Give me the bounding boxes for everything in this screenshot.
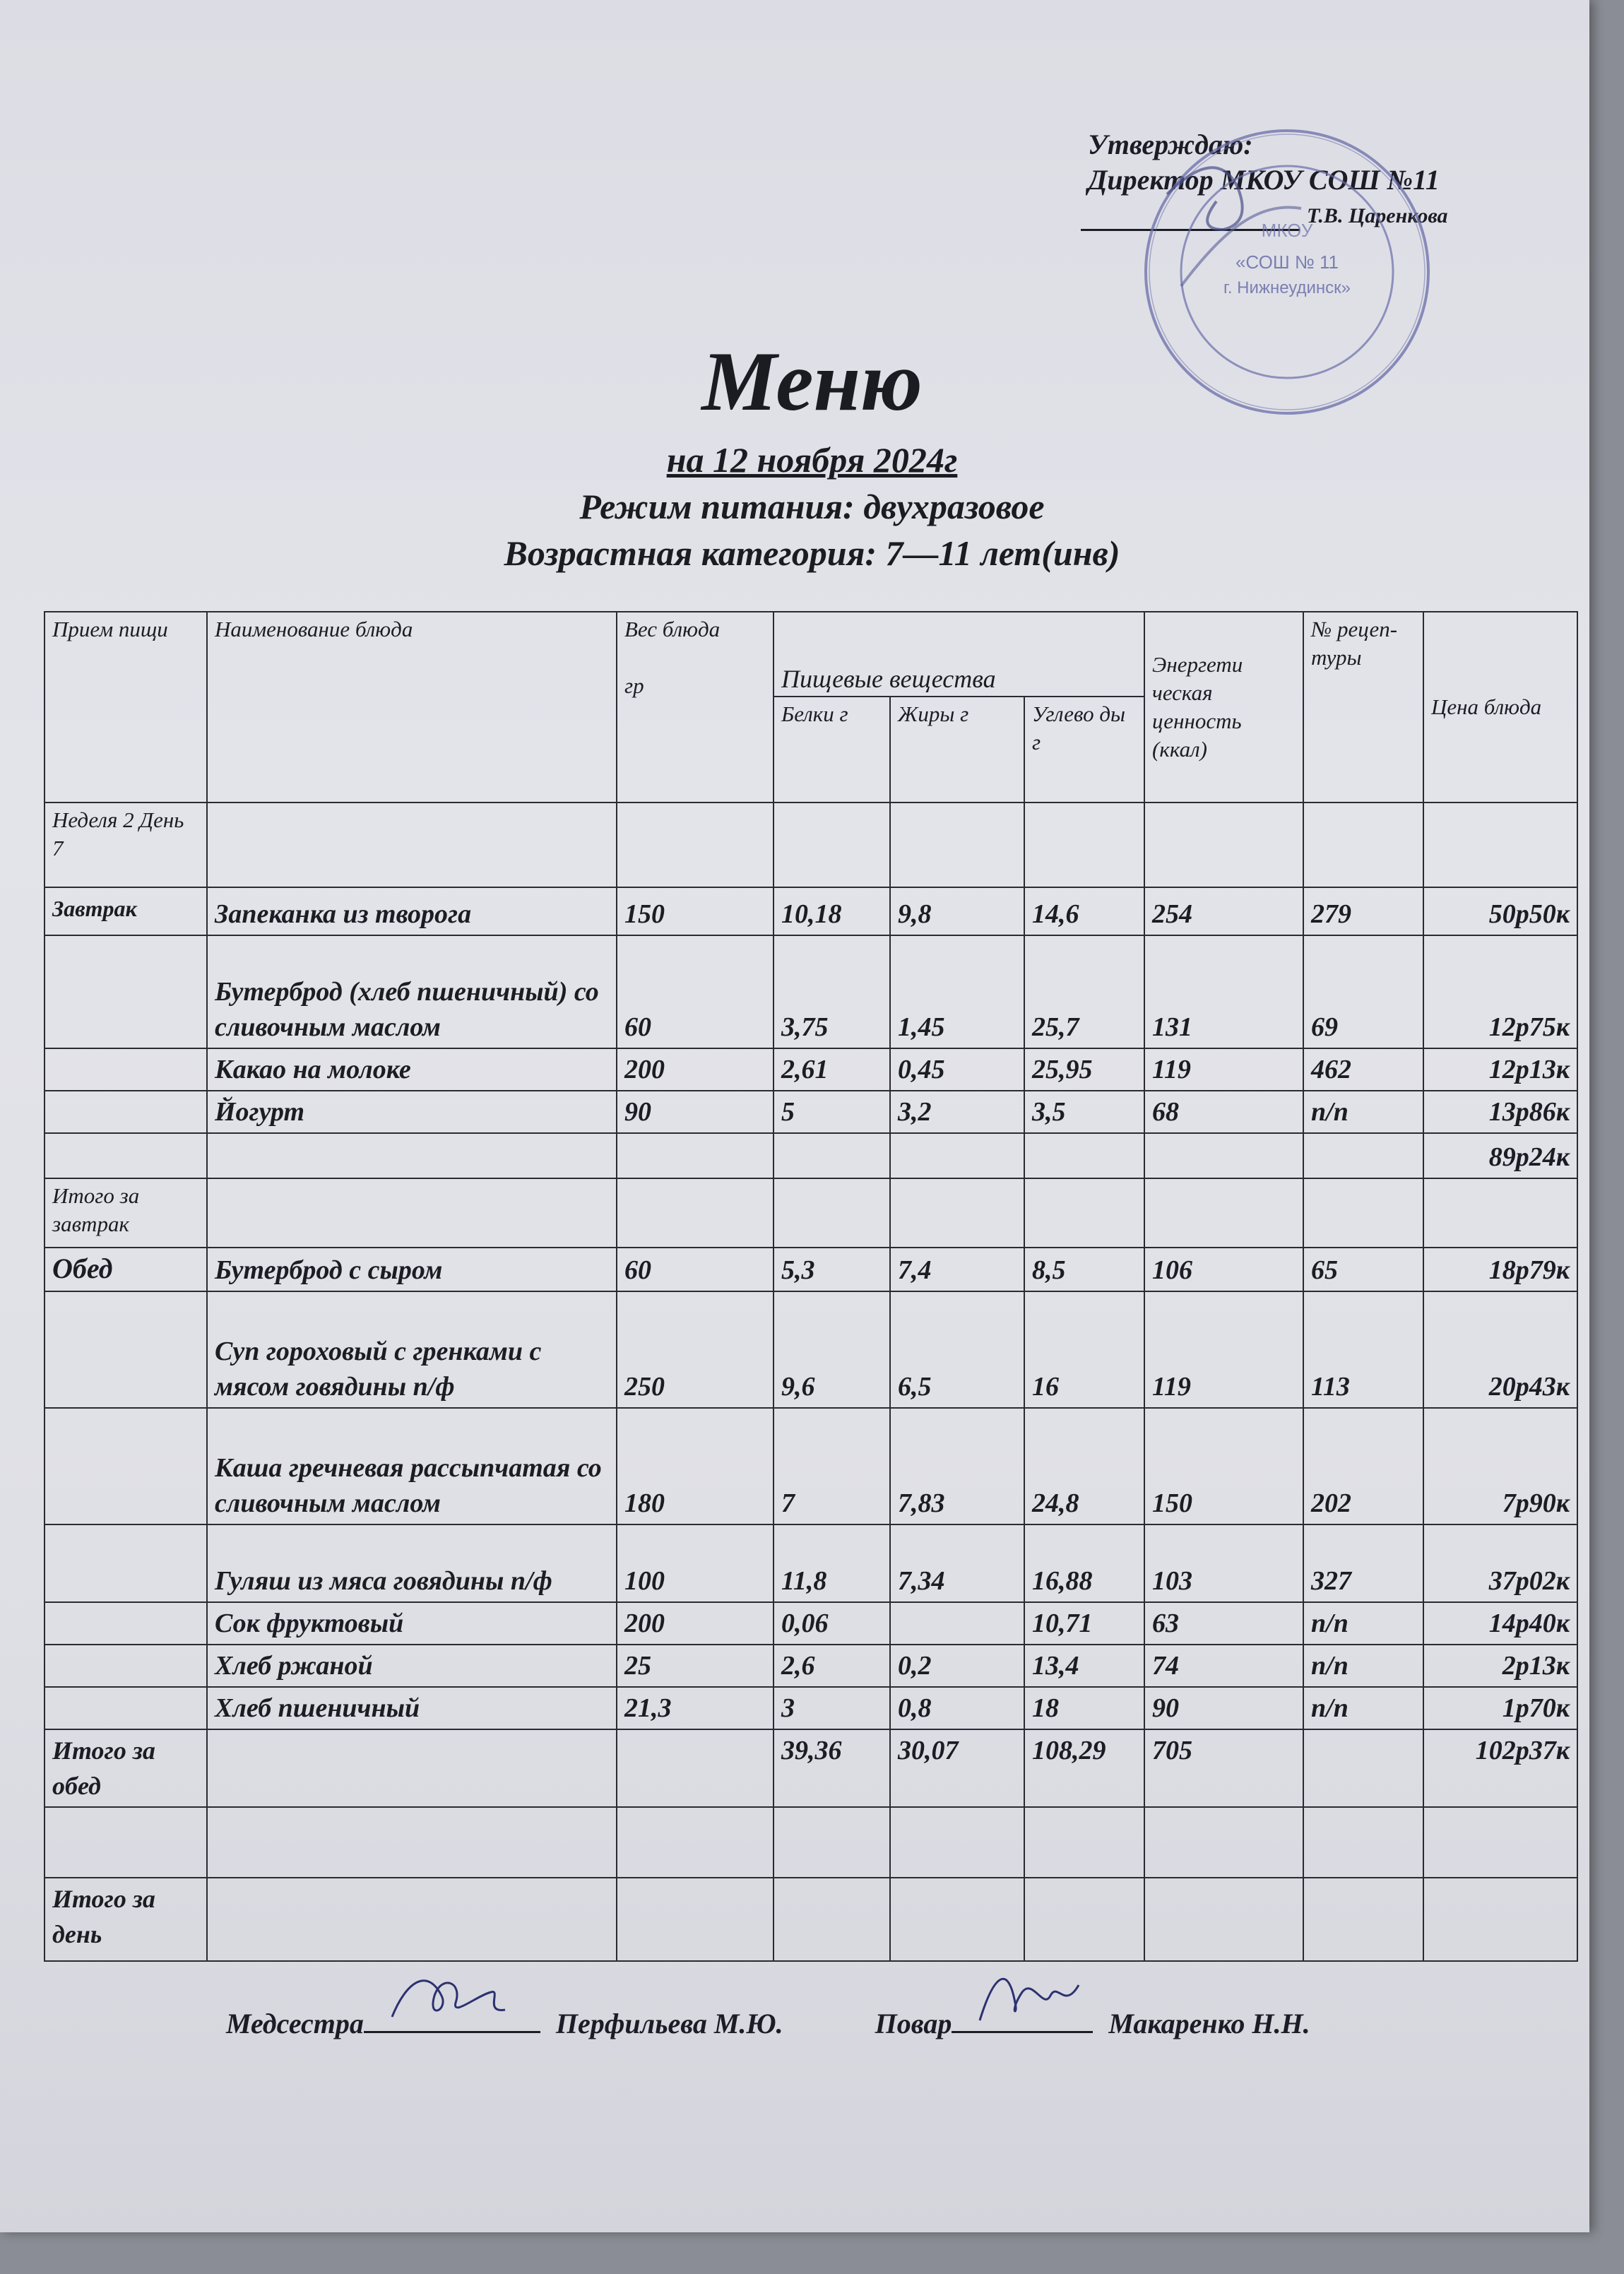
- header-carbs: Углево ды г: [1024, 697, 1144, 803]
- dish-energy: 103: [1144, 1524, 1303, 1602]
- lunch-total-label: Итого за обед: [45, 1729, 207, 1807]
- dish-fat: 9,8: [890, 887, 1024, 935]
- svg-text:г. Нижнеудинск»: г. Нижнеудинск»: [1223, 278, 1351, 297]
- header-price: Цена блюда: [1423, 612, 1577, 803]
- dish-carbs: 16,88: [1024, 1524, 1144, 1602]
- dish-energy: 90: [1144, 1687, 1303, 1729]
- header-weight: [617, 612, 774, 803]
- lunch-total-fat: 30,07: [890, 1729, 1024, 1807]
- dish-name: Суп гороховый с гренками с мясом говядины п/ф: [207, 1291, 617, 1408]
- dish-energy: 150: [1144, 1408, 1303, 1524]
- dish-price: 13р86к: [1423, 1091, 1577, 1133]
- meal-regime: Режим питания: двухразовое: [579, 487, 1045, 526]
- table-row: [45, 1248, 1577, 1291]
- dish-price: 14р40к: [1423, 1602, 1577, 1645]
- table-row: [45, 1687, 1577, 1729]
- dish-energy: 119: [1144, 1291, 1303, 1408]
- day-total-row: [45, 1878, 1577, 1961]
- table-row: [45, 1602, 1577, 1645]
- lunch-total-row: [45, 1729, 1577, 1807]
- dish-recipe: 279: [1303, 887, 1423, 935]
- table-row: [45, 1291, 1577, 1408]
- dish-recipe: 65: [1303, 1248, 1423, 1291]
- dish-carbs: 3,5: [1024, 1091, 1144, 1133]
- title-block: [0, 332, 1624, 576]
- menu-date: на 12 ноября 2024г: [666, 440, 958, 480]
- dish-fat: [890, 1602, 1024, 1645]
- dish-weight: 25: [617, 1645, 774, 1687]
- dish-energy: 63: [1144, 1602, 1303, 1645]
- dish-protein: 3: [774, 1687, 890, 1729]
- dish-protein: 2,61: [774, 1048, 890, 1091]
- dish-price: 20р43к: [1423, 1291, 1577, 1408]
- header-recipe: № рецеп- туры: [1303, 612, 1423, 803]
- dish-name: Йогурт: [207, 1091, 617, 1133]
- dish-protein: 5: [774, 1091, 890, 1133]
- dish-recipe: 113: [1303, 1291, 1423, 1408]
- breakfast-total-row: [45, 1178, 1577, 1248]
- table-row: [45, 1524, 1577, 1602]
- dish-weight: 200: [617, 1048, 774, 1091]
- page-title: Меню: [701, 334, 923, 428]
- dish-fat: 6,5: [890, 1291, 1024, 1408]
- dish-price: 12р75к: [1423, 935, 1577, 1048]
- dish-carbs: 25,7: [1024, 935, 1144, 1048]
- dish-protein: 2,6: [774, 1645, 890, 1687]
- dish-fat: 0,2: [890, 1645, 1024, 1687]
- meal-breakfast-label: Завтрак: [45, 887, 207, 935]
- table-row: [45, 887, 1577, 935]
- menu-table: [44, 611, 1578, 1962]
- meal-lunch-label: Обед: [45, 1248, 207, 1291]
- dish-name: Хлеб ржаной: [207, 1645, 617, 1687]
- dish-carbs: 24,8: [1024, 1408, 1144, 1524]
- approval-line-1: Утверждаю:: [1088, 129, 1253, 160]
- dish-fat: 1,45: [890, 935, 1024, 1048]
- lunch-total-energy: 705: [1144, 1729, 1303, 1807]
- signature-icon: [966, 1953, 1093, 2031]
- dish-price: 37р02к: [1423, 1524, 1577, 1602]
- dish-fat: 0,45: [890, 1048, 1024, 1091]
- nurse-role: Медсестра: [226, 2008, 364, 2039]
- table-row: [45, 1091, 1577, 1133]
- dish-carbs: 14,6: [1024, 887, 1144, 935]
- nurse-signature-line: [364, 2003, 540, 2033]
- dish-recipe: 69: [1303, 935, 1423, 1048]
- dish-energy: 254: [1144, 887, 1303, 935]
- dish-carbs: 25,95: [1024, 1048, 1144, 1091]
- dish-carbs: 18: [1024, 1687, 1144, 1729]
- week-day-label: Неделя 2 День 7: [45, 803, 207, 887]
- breakfast-subtotal-price: 89р24к: [1423, 1133, 1577, 1178]
- dish-energy: 74: [1144, 1645, 1303, 1687]
- dish-carbs: 13,4: [1024, 1645, 1144, 1687]
- dish-weight: 21,3: [617, 1687, 774, 1729]
- dish-price: 50р50к: [1423, 887, 1577, 935]
- dish-weight: 180: [617, 1408, 774, 1524]
- header-energy: Энергети ческая ценность (ккал): [1144, 612, 1303, 803]
- breakfast-subtotal-row: [45, 1133, 1577, 1178]
- dish-price: 2р13к: [1423, 1645, 1577, 1687]
- cook-role: Повар: [875, 2008, 952, 2039]
- dish-recipe: 327: [1303, 1524, 1423, 1602]
- dish-fat: 3,2: [890, 1091, 1024, 1133]
- breakfast-total-label: Итого за завтрак: [45, 1178, 207, 1248]
- lunch-total-protein: 39,36: [774, 1729, 890, 1807]
- dish-protein: 0,06: [774, 1602, 890, 1645]
- day-total-label: Итого за день: [45, 1878, 207, 1961]
- dish-weight: 150: [617, 887, 774, 935]
- header-fat: Жиры г: [890, 697, 1024, 803]
- table-row: [45, 1048, 1577, 1091]
- dish-name: Бутерброд с сыром: [207, 1248, 617, 1291]
- table-row: [45, 935, 1577, 1048]
- dish-protein: 7: [774, 1408, 890, 1524]
- dish-price: 1р70к: [1423, 1687, 1577, 1729]
- nurse-name: Перфильева М.Ю.: [555, 2008, 783, 2039]
- dish-recipe: п/п: [1303, 1602, 1423, 1645]
- dish-recipe: п/п: [1303, 1645, 1423, 1687]
- dish-name: Сок фруктовый: [207, 1602, 617, 1645]
- dish-fat: 7,83: [890, 1408, 1024, 1524]
- dish-fat: 7,34: [890, 1524, 1024, 1602]
- cook-name: Макаренко Н.Н.: [1108, 2008, 1310, 2039]
- dish-recipe: 202: [1303, 1408, 1423, 1524]
- dish-weight: 60: [617, 935, 774, 1048]
- dish-energy: 106: [1144, 1248, 1303, 1291]
- dish-carbs: 16: [1024, 1291, 1144, 1408]
- dish-weight: 90: [617, 1091, 774, 1133]
- header-nutrients: Пищевые вещества: [774, 612, 1144, 697]
- table-row: [45, 1408, 1577, 1524]
- header-protein: Белки г: [774, 697, 890, 803]
- dish-name: Каша гречневая рассыпчатая со сливочным маслом: [207, 1408, 617, 1524]
- header-weight-unit: гр: [624, 673, 644, 698]
- dish-protein: 3,75: [774, 935, 890, 1048]
- dish-weight: 200: [617, 1602, 774, 1645]
- dish-name: Хлеб пшеничный: [207, 1687, 617, 1729]
- approval-line-3: Т.В. Царенкова: [1088, 202, 1582, 230]
- dish-weight: 250: [617, 1291, 774, 1408]
- dish-price: 7р90к: [1423, 1408, 1577, 1524]
- lunch-total-carbs: 108,29: [1024, 1729, 1144, 1807]
- dish-protein: 5,3: [774, 1248, 890, 1291]
- dish-protein: 10,18: [774, 887, 890, 935]
- lunch-total-price: 102р37к: [1423, 1729, 1577, 1807]
- dish-protein: 11,8: [774, 1524, 890, 1602]
- signature-icon: [378, 1953, 519, 2031]
- dish-name: Бутерброд (хлеб пшеничный) со сливочным маслом: [207, 935, 617, 1048]
- table-row: [45, 1645, 1577, 1687]
- header-weight-label: Вес блюда: [624, 617, 721, 641]
- dish-fat: 7,4: [890, 1248, 1024, 1291]
- dish-energy: 131: [1144, 935, 1303, 1048]
- empty-row: [45, 1807, 1577, 1878]
- header-dish: Наименование блюда: [207, 612, 617, 803]
- dish-weight: 100: [617, 1524, 774, 1602]
- dish-price: 12р13к: [1423, 1048, 1577, 1091]
- approval-block: [1088, 127, 1582, 230]
- dish-energy: 68: [1144, 1091, 1303, 1133]
- dish-weight: 60: [617, 1248, 774, 1291]
- dish-energy: 119: [1144, 1048, 1303, 1091]
- dish-recipe: 462: [1303, 1048, 1423, 1091]
- dish-price: 18р79к: [1423, 1248, 1577, 1291]
- dish-carbs: 8,5: [1024, 1248, 1144, 1291]
- svg-text:«СОШ № 11: «СОШ № 11: [1235, 251, 1339, 273]
- header-meal: Прием пищи: [45, 612, 207, 803]
- dish-protein: 9,6: [774, 1291, 890, 1408]
- age-category: Возрастная категория: 7—11 лет(инв): [504, 533, 1120, 573]
- dish-recipe: п/п: [1303, 1687, 1423, 1729]
- header-row: [45, 612, 1577, 697]
- dish-name: Какао на молоке: [207, 1048, 617, 1091]
- approval-line-2: Директор МКОУ СОШ №11: [1088, 164, 1440, 196]
- dish-carbs: 10,71: [1024, 1602, 1144, 1645]
- signatures: [226, 2003, 1498, 2045]
- cook-signature-line: [952, 2003, 1093, 2033]
- dish-fat: 0,8: [890, 1687, 1024, 1729]
- week-row: [45, 803, 1577, 887]
- dish-name: Гуляш из мяса говядины п/ф: [207, 1524, 617, 1602]
- svg-text:МКОУ: МКОУ: [1261, 220, 1313, 241]
- dish-name: Запеканка из творога: [207, 887, 617, 935]
- dish-recipe: п/п: [1303, 1091, 1423, 1133]
